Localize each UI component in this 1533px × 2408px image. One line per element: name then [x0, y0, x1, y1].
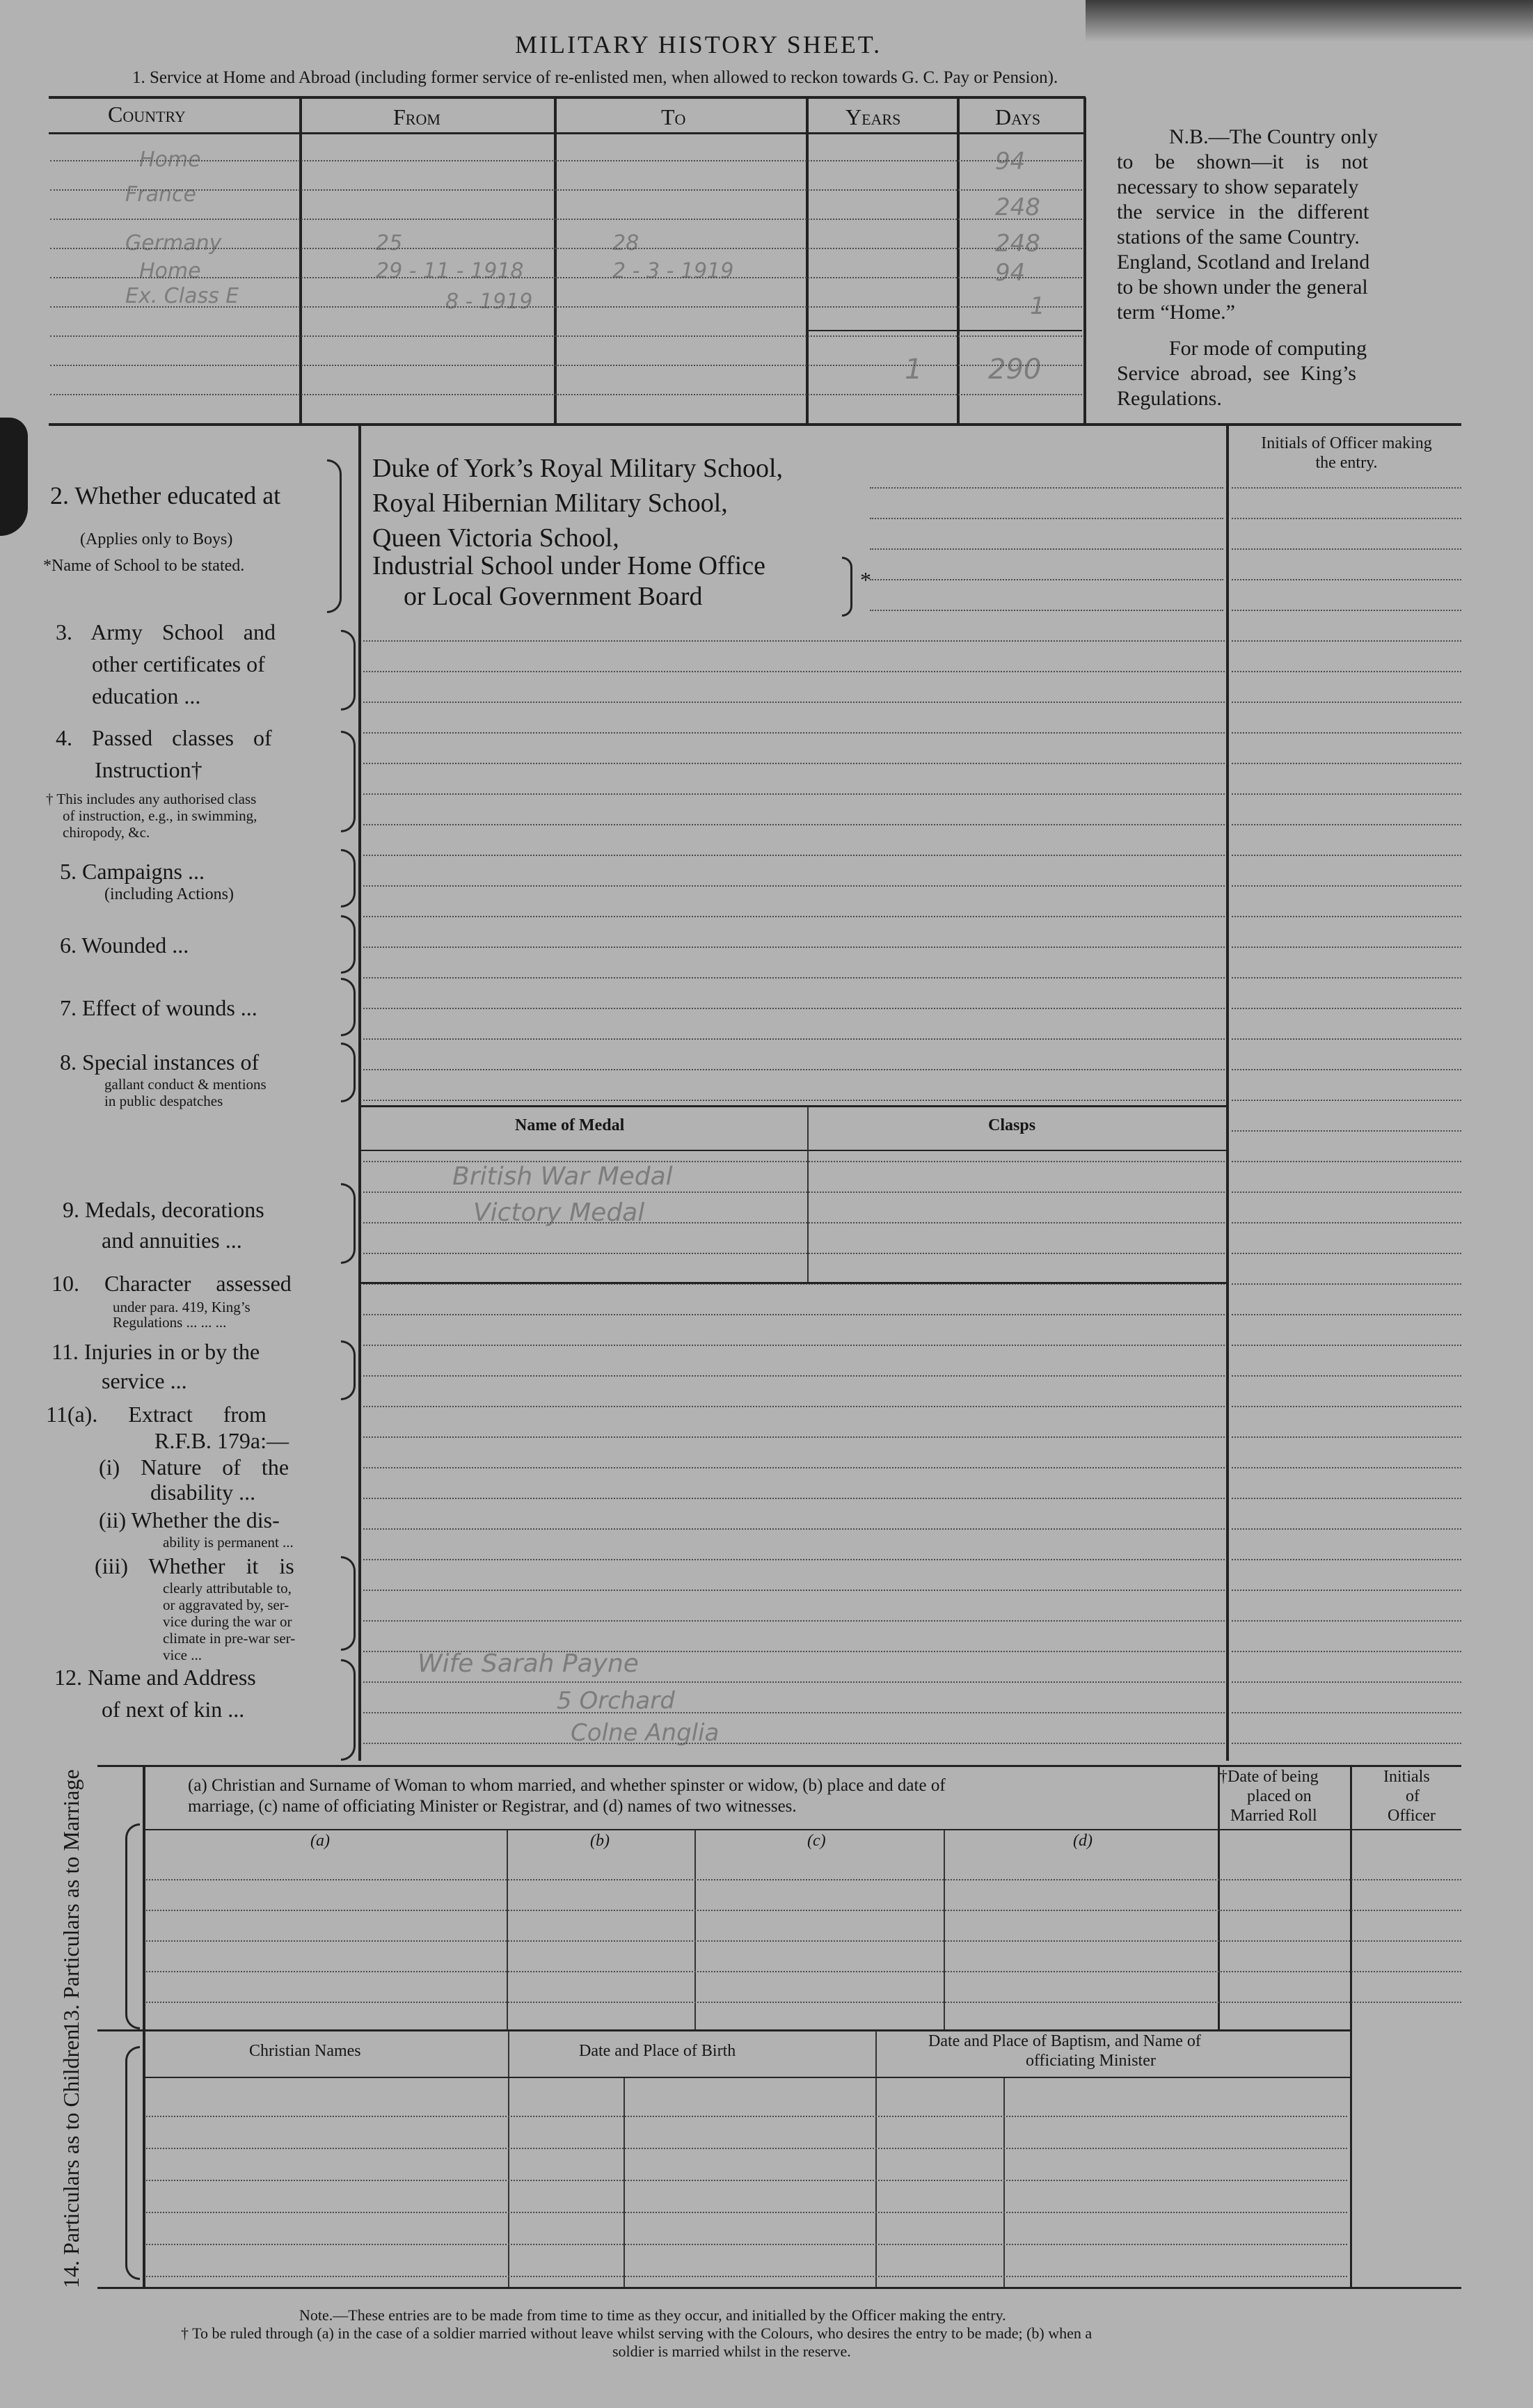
s11a-note: vice during the war or: [163, 1613, 292, 1630]
ruled-line: [1232, 824, 1461, 825]
s11a-brace: [341, 1556, 356, 1651]
s11a-label: (iii) Whether it is: [95, 1553, 294, 1578]
medal-header-clasps: Clasps: [988, 1116, 1036, 1134]
col-divider: [957, 97, 960, 423]
s5-label: 5. Campaigns ...: [60, 859, 205, 884]
ruled-line: [363, 1436, 1225, 1438]
children-header-rule: [143, 2077, 1350, 2078]
s4-brace: [341, 731, 356, 832]
s2-brace: [327, 459, 342, 613]
s12-label: 12. Name and Address: [54, 1665, 256, 1690]
s6-label: 6. Wounded ...: [60, 933, 189, 958]
ruled-line: [1232, 732, 1461, 734]
ruled-line: [363, 946, 1225, 948]
col-divider: [554, 97, 557, 423]
s5-brace: [341, 849, 356, 908]
marriage-initials-header: Initials: [1383, 1768, 1430, 1786]
s12-label: of next of kin ...: [102, 1697, 245, 1722]
ruled-line: [363, 1100, 1225, 1101]
s2-note: (Applies only to Boys): [80, 530, 233, 548]
marriage-left-rule: [143, 1766, 145, 2031]
ruled-line: [363, 885, 1225, 887]
ruled-line: [1232, 1161, 1461, 1162]
marriage-col-c: (c): [807, 1832, 826, 1850]
s11a-label: (i) Nature of the: [99, 1455, 289, 1480]
school-option: or Local Government Board: [404, 582, 703, 611]
service-row-line: [50, 277, 1082, 278]
ruled-line: [1232, 671, 1461, 672]
ruled-line: [146, 1971, 1461, 1972]
school-asterisk: *: [860, 567, 871, 592]
ruled-line: [1232, 1191, 1461, 1193]
col-header-country: Country: [108, 102, 186, 127]
ruled-line: [1232, 763, 1461, 764]
hw-from: 8 - 1919: [445, 290, 533, 314]
children-header-baptism: officiating Minister: [1026, 2052, 1156, 2070]
ruled-line: [1232, 916, 1461, 917]
ruled-line: [363, 793, 1225, 795]
ruled-line: [363, 1681, 1225, 1683]
s11a-note: clearly attributable to,: [163, 1580, 292, 1597]
hw-medal: British War Medal: [452, 1162, 673, 1191]
ruled-line: [363, 671, 1225, 672]
ruled-line: [363, 1743, 1225, 1744]
s8-brace: [341, 1043, 356, 1102]
ruled-line: [363, 1498, 1225, 1499]
service-table-top-rule: [49, 96, 1086, 99]
s3-label: other certificates of: [92, 651, 265, 676]
nb-note-line: term “Home.”: [1117, 301, 1235, 324]
ruled-line: [870, 487, 1223, 489]
marriage-top-rule: [97, 1765, 1461, 1767]
scan-shadow: [1086, 0, 1533, 42]
ruled-line: [146, 2276, 1347, 2277]
ruled-line: [146, 2180, 1347, 2181]
torn-edge: [0, 418, 28, 536]
medal-header-name: Name of Medal: [515, 1116, 625, 1134]
s5-note: (including Actions): [104, 885, 234, 903]
hw-days: 248: [995, 193, 1040, 221]
s8-note: gallant conduct & mentions: [104, 1076, 267, 1093]
children-header-birth: Date and Place of Birth: [579, 2042, 736, 2060]
married-roll-header: Married Roll: [1230, 1807, 1317, 1825]
s7-label: 7. Effect of wounds ...: [60, 995, 257, 1020]
body-left-rule: [358, 425, 361, 1761]
ruled-line: [1232, 1008, 1461, 1009]
ruled-line: [363, 1467, 1225, 1468]
service-table-header-rule: [49, 132, 1086, 134]
ruled-line: [363, 1314, 1225, 1315]
col-header-years: Years: [845, 104, 901, 129]
s4-label: 4. Passed classes of: [56, 725, 272, 750]
ruled-line: [363, 1253, 1225, 1254]
hw-next-of-kin: Colne Anglia: [571, 1719, 720, 1747]
service-row-line: [50, 189, 1082, 191]
ruled-line: [1232, 977, 1461, 979]
marriage-description: (a) Christian and Surname of Woman to whom married, and whether spinster or widow, (b) place and date of: [188, 1776, 946, 1795]
ruled-line: [1232, 1130, 1461, 1132]
s6-brace: [341, 915, 356, 974]
ruled-line: [870, 610, 1223, 611]
sheet-title: MILITARY HISTORY SHEET.: [515, 31, 882, 58]
hw-country: Home: [139, 259, 201, 283]
s10-note: Regulations ... ... ...: [113, 1314, 227, 1331]
service-row-line: [50, 219, 1082, 220]
nb-note-line: to be shown under the general: [1117, 276, 1368, 299]
ruled-line: [1232, 1559, 1461, 1560]
ruled-line: [1232, 1222, 1461, 1223]
s3-label: education ...: [92, 683, 201, 708]
footer-note: Note.—These entries are to be made from time to time as they occur, and initialled by the Officer making the entry.: [299, 2306, 1006, 2324]
s7-brace: [341, 978, 356, 1036]
nb-note-line: the service in the different: [1117, 200, 1369, 223]
s11a-label: 11(a). Extract from: [46, 1402, 267, 1427]
ruled-line: [146, 1910, 1461, 1911]
ruled-line: [1232, 640, 1461, 642]
nb-note-line: stations of the same Country.: [1117, 225, 1360, 248]
s11a-label: disability ...: [150, 1480, 256, 1505]
children-col: [508, 2031, 509, 2288]
marriage-bottom-rule: [97, 2029, 1350, 2031]
marriage-col: [507, 1830, 508, 2031]
hw-days: 1: [1030, 292, 1045, 320]
ruled-line: [1232, 1467, 1461, 1468]
ruled-line: [1232, 1038, 1461, 1040]
service-row-line: [50, 335, 1082, 337]
ruled-line: [1232, 885, 1461, 887]
ruled-line: [1232, 1743, 1461, 1744]
ruled-line: [363, 1008, 1225, 1009]
ruled-line: [1232, 1498, 1461, 1499]
medal-top-rule: [361, 1105, 1226, 1107]
col-divider: [1083, 97, 1086, 423]
ruled-line: [146, 2212, 1347, 2213]
hw-country: Ex. Class E: [125, 284, 239, 308]
ruled-line: [363, 702, 1225, 703]
col-header-to: To: [661, 104, 686, 129]
children-side-label: 14. Particulars as to Children: [58, 2029, 84, 2288]
ruled-line: [1232, 1528, 1461, 1530]
ruled-line: [870, 518, 1223, 519]
s2-label: 2. Whether educated at: [50, 482, 281, 509]
col-divider: [806, 97, 809, 423]
marriage-col: [694, 1830, 696, 2031]
hw-from: 29 - 11 - 1918: [376, 259, 524, 283]
ruled-line: [1232, 702, 1461, 703]
service-row-line: [50, 365, 1082, 366]
s11a-note: or aggravated by, ser-: [163, 1597, 289, 1613]
service-table-bottom-rule: [49, 423, 1461, 426]
s8-label: 8. Special instances of: [60, 1049, 260, 1075]
ruled-line: [363, 1191, 1225, 1193]
children-left-rule: [143, 2031, 145, 2288]
children-bottom-rule: [97, 2287, 1461, 2289]
s11-label: 11. Injuries in or by the: [51, 1339, 260, 1364]
ruled-line: [1232, 518, 1461, 519]
s10-note: under para. 419, King’s: [113, 1299, 251, 1315]
s4-note: of instruction, e.g., in swimming,: [63, 807, 257, 824]
ruled-line: [363, 1069, 1225, 1070]
ruled-line: [363, 855, 1225, 856]
col-divider: [299, 97, 302, 423]
hw-next-of-kin: Wife Sarah Payne: [418, 1649, 639, 1678]
ruled-line: [1232, 1314, 1461, 1315]
ruled-line: [1232, 793, 1461, 795]
children-col: [875, 2031, 877, 2288]
ruled-line: [1232, 579, 1461, 580]
ruled-line: [146, 2116, 1347, 2117]
school-option: Duke of York’s Royal Military School,: [372, 454, 784, 483]
marriage-description: marriage, (c) name of officiating Minister or Registrar, and (d) names of two witnesses.: [188, 1797, 797, 1816]
marriage-header-rule: [143, 1829, 1461, 1830]
medal-col-divider: [807, 1107, 809, 1282]
marriage-roll-col: [1218, 1766, 1220, 2031]
s9-brace: [341, 1183, 356, 1264]
s11-brace: [341, 1340, 356, 1400]
marriage-initials-header: of: [1406, 1787, 1420, 1805]
nb-note-line: England, Scotland and Ireland: [1117, 251, 1370, 274]
computing-note-line: Service abroad, see King’s: [1117, 362, 1356, 385]
ruled-line: [146, 1879, 1461, 1880]
ruled-line: [363, 763, 1225, 764]
ruled-line: [1232, 548, 1461, 550]
ruled-line: [870, 548, 1223, 550]
ruled-line: [363, 1038, 1225, 1040]
col-header-days: Days: [995, 104, 1041, 129]
s3-label: 3. Army School and: [56, 619, 276, 644]
hw-total-years: 1: [905, 354, 923, 386]
s4-label: Instruction†: [95, 757, 202, 782]
marriage-col-d: (d): [1073, 1832, 1093, 1850]
nb-note-line: to be shown—it is not: [1117, 150, 1369, 173]
ruled-line: [1232, 1069, 1461, 1070]
footer-dagger-note: soldier is married whilst in the reserve.: [612, 2343, 851, 2360]
ruled-line: [1232, 1375, 1461, 1377]
children-header-names: Christian Names: [249, 2042, 361, 2060]
s11a-note: climate in pre-war ser-: [163, 1630, 296, 1647]
hw-country: Home: [139, 148, 201, 172]
ruled-line: [363, 1590, 1225, 1591]
s9-label: and annuities ...: [102, 1228, 242, 1253]
ruled-line: [363, 1712, 1225, 1713]
hw-country: Germany: [125, 231, 222, 255]
ruled-line: [1232, 610, 1461, 611]
hw-days: 94: [995, 259, 1026, 287]
ruled-line: [146, 2244, 1347, 2245]
marriage-col-b: (b): [590, 1832, 610, 1850]
ruled-line: [1232, 1651, 1461, 1652]
s11a-label: R.F.B. 179a:—: [154, 1428, 289, 1453]
total-rule: [807, 330, 1082, 331]
computing-note-line: Regulations.: [1117, 387, 1222, 410]
hw-days: 94: [995, 148, 1026, 175]
ruled-line: [146, 2148, 1347, 2149]
ruled-line: [1232, 1345, 1461, 1346]
children-right-rule: [1350, 2031, 1352, 2288]
marriage-brace: [125, 1823, 140, 2029]
s2-note: *Name of School to be stated.: [43, 557, 245, 575]
computing-note-line: For mode of computing: [1169, 337, 1367, 360]
ruled-line: [363, 640, 1225, 642]
ruled-line: [363, 1620, 1225, 1622]
marriage-side-label: 13. Particulars as to Marriage: [58, 1769, 84, 2032]
ruled-line: [1232, 1436, 1461, 1438]
married-roll-header: †Date of being: [1219, 1768, 1319, 1786]
ruled-line: [1232, 1681, 1461, 1683]
ruled-line: [1232, 855, 1461, 856]
ruled-line: [363, 1375, 1225, 1377]
service-row-line: [50, 394, 1082, 395]
school-option: Industrial School under Home Office: [372, 551, 765, 580]
nb-note-line: necessary to show separately: [1117, 175, 1359, 198]
col-header-from: From: [393, 104, 440, 129]
hw-medal: Victory Medal: [473, 1198, 645, 1227]
body-right-rule: [1226, 425, 1229, 1761]
hw-from: 25: [376, 231, 403, 255]
s4-note: † This includes any authorised class: [46, 791, 257, 807]
s3-brace: [341, 630, 356, 711]
medal-header-rule: [361, 1150, 1226, 1151]
ruled-line: [1232, 1590, 1461, 1591]
marriage-initials-col: [1350, 1766, 1352, 2031]
initials-header: Initials of Officer making the entry.: [1261, 434, 1432, 472]
hw-to: 2 - 3 - 1919: [612, 259, 734, 283]
ruled-line: [363, 1345, 1225, 1346]
ruled-line: [363, 1528, 1225, 1530]
s11a-note: vice ...: [163, 1647, 202, 1663]
medal-bottom-rule: [361, 1282, 1226, 1284]
ruled-line: [146, 2002, 1461, 2003]
s8-note: in public despatches: [104, 1093, 223, 1109]
section-1-heading: 1. Service at Home and Abroad (including former service of re-enlisted men, when allowed to reckon towards G. C. Pay or Pension).: [132, 68, 1058, 87]
nb-note-line: N.B.—The Country only: [1169, 125, 1378, 148]
married-roll-header: placed on: [1247, 1787, 1312, 1805]
ruled-line: [870, 579, 1223, 580]
ruled-line: [363, 1406, 1225, 1407]
ruled-line: [363, 1559, 1225, 1560]
ruled-line: [1232, 1253, 1461, 1254]
marriage-col-a: (a): [310, 1832, 330, 1850]
ruled-line: [1232, 1712, 1461, 1713]
ruled-line: [1232, 946, 1461, 948]
s11a-note: ability is permanent ...: [163, 1534, 294, 1551]
hw-next-of-kin: 5 Orchard: [557, 1687, 675, 1715]
s11-label: service ...: [102, 1368, 187, 1393]
s11a-label: (ii) Whether the dis-: [99, 1507, 280, 1532]
ruled-line: [1232, 1283, 1461, 1285]
ruled-line: [363, 732, 1225, 734]
school-option: Royal Hibernian Military School,: [372, 489, 728, 518]
ruled-line: [363, 977, 1225, 979]
hw-to: 28: [612, 231, 640, 255]
ruled-line: [1232, 1406, 1461, 1407]
children-brace: [125, 2046, 140, 2280]
children-col: [623, 2078, 625, 2288]
ruled-line: [146, 1940, 1461, 1942]
school-option: Queen Victoria School,: [372, 523, 619, 553]
marriage-col: [944, 1830, 945, 2031]
hw-country: France: [125, 182, 196, 207]
children-col: [1003, 2078, 1005, 2288]
ruled-line: [1232, 1620, 1461, 1622]
s12-brace: [341, 1659, 356, 1761]
service-row-line: [50, 160, 1082, 161]
ruled-line: [1232, 1100, 1461, 1101]
ruled-line: [1232, 487, 1461, 489]
hw-total-days: 290: [988, 354, 1042, 386]
s9-label: 9. Medals, decorations: [63, 1197, 264, 1222]
s10-label: 10. Character assessed: [51, 1271, 292, 1296]
marriage-initials-header: Officer: [1388, 1807, 1436, 1825]
s4-note: chiropody, &c.: [63, 824, 150, 841]
ruled-line: [363, 824, 1225, 825]
children-header-baptism: Date and Place of Baptism, and Name of: [928, 2032, 1201, 2050]
school-brace: [842, 557, 852, 617]
hw-days: 248: [995, 230, 1040, 258]
footer-dagger-note: † To be ruled through (a) in the case of a soldier married without leave whilst serving with the Colours, who desires the entry to be made; (b) when a: [181, 2324, 1093, 2342]
ruled-line: [363, 916, 1225, 917]
